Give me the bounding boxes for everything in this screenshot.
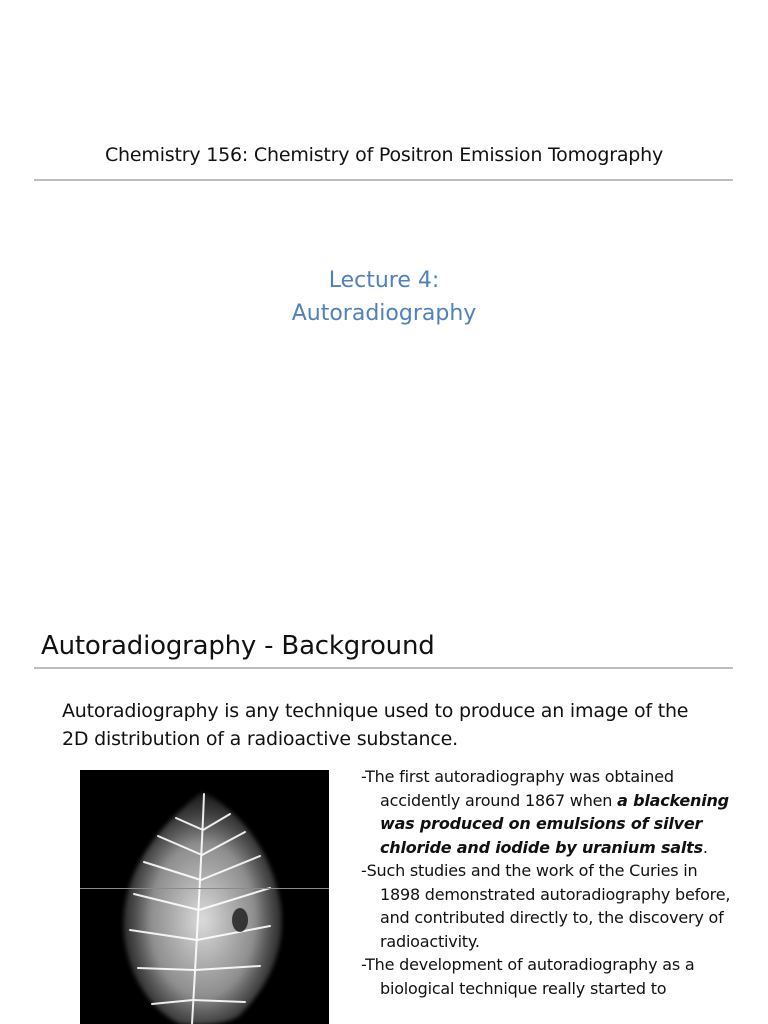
bullet-text: -Such studies and the work of the Curies in 1898 demonstrated autoradiography before, and contributed directly to, the discovery of radioactivity. [361,861,731,951]
bullet-text-end: . [702,837,708,857]
bullet-text: -The first autoradiography was obtained accidently around 1867 when [361,767,674,810]
bullet-list [361,765,731,1000]
bullet-emphasis: a blackening was produced on emulsions of silver chloride and iodide by uranium salts [380,790,729,857]
bullet-item [361,953,731,1000]
slide-title: Autoradiography - Background [41,631,435,661]
title-divider [34,179,733,181]
leaf-autoradiograph-image [80,770,329,1024]
lecture-topic: Autoradiography [291,301,477,326]
course-title: Chemistry 156: Chemistry of Positron Emission Tomography [104,144,664,166]
bullet-text: -The development of autoradiography as a biological technique really started to [361,955,695,998]
bullet-item [361,765,731,859]
leaf-image-svg [80,770,329,1024]
intro-line: Autoradiography is any technique used to produce an image of the [62,700,689,722]
image-seam-line [80,888,329,889]
intro-line: 2D distribution of a radioactive substance. [62,728,458,750]
leaf-spot [232,908,248,932]
lecture-heading [0,264,768,330]
bullet-item [361,859,731,953]
intro-text [62,697,722,753]
slide-title-divider [34,667,733,669]
lecture-number: Lecture 4: [328,268,440,293]
